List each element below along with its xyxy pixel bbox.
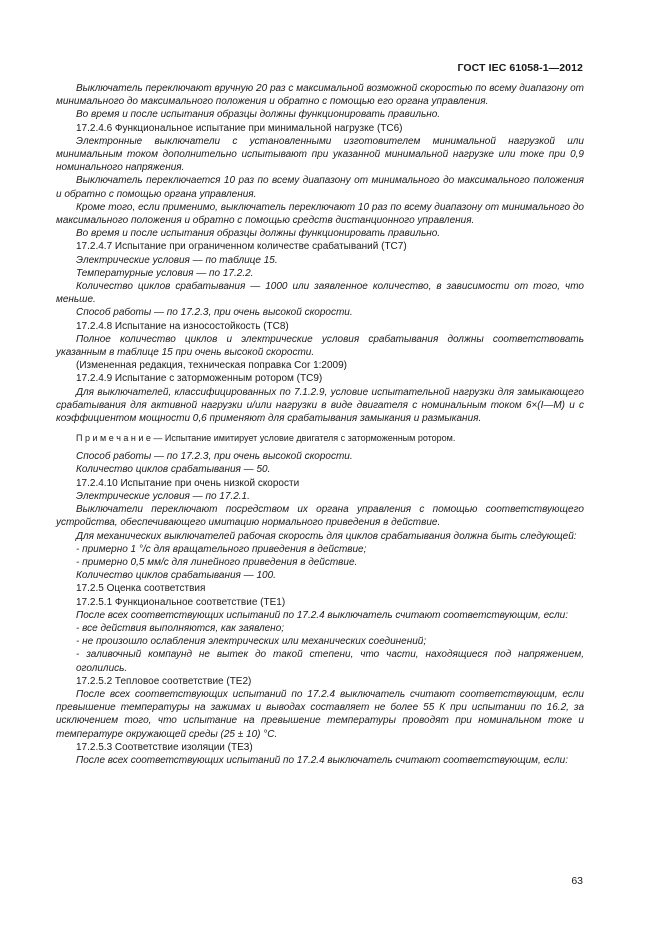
body-paragraph: Количество циклов срабатывания — 100. (76, 570, 276, 582)
list-item: - заливочный компаунд не вытек до такой степени, что части, находящиеся под напряжением, оголились. (76, 649, 584, 674)
body-paragraph: Выключатели переключают посредством их органа управления с помощью соответствующего устройства, обеспечивающего имитацию нормального приведения в действие. (56, 504, 584, 529)
body-paragraph: После всех соответствующих испытаний по 17.2.4 выключатель считают соответствующим, если превышение температуры на зажимах и выводах составляет не более 55 К при испытании по 16.2, за исключением того, что испытание на превышение температуры проводят при номинальном токе и температуре окружающей среды (25 ± 10) °С. (56, 688, 584, 740)
section-heading: 17.2.4.7 Испытание при ограниченном количестве срабатываний (TC7) (76, 241, 407, 253)
section-heading: 17.2.4.6 Функциональное испытание при минимальной нагрузке (TC6) (76, 122, 403, 134)
body-paragraph: Во время и после испытания образцы должны функционировать правильно. (76, 228, 441, 240)
body-paragraph: После всех соответствующих испытаний по 17.2.4 выключатель считают соответствующим, если: (76, 754, 568, 766)
body-paragraph: Во время и после испытания образцы должны функционировать правильно. (76, 109, 441, 121)
body-paragraph: Полное количество циклов и электрические условия срабатывания должны соответствовать указанным в таблице 15 при очень высокой скорости. (56, 333, 584, 359)
section-heading: 17.2.4.9 Испытание с заторможенным ротором (TC9) (76, 373, 323, 385)
body-paragraph: После всех соответствующих испытаний по 17.2.4 выключатель считают соответствующим, если: (76, 609, 568, 621)
section-heading: 17.2.4.10 Испытание при очень низкой скорости (76, 477, 300, 489)
body-paragraph: Электронные выключатели с установленными изготовителем минимальной нагрузкой или минимальным током дополнительно испытывают при указанной минимальной нагрузке или токе при 0,9 номинального напряжения. (56, 135, 584, 174)
list-item: - примерно 0,5 мм/с для линейного приведения в действие. (76, 556, 358, 568)
body-paragraph: Выключатель переключают вручную 20 раз с максимальной возможной скоростью по всему диапазону от минимального до максимального положения и обратно с помощью его органа управления. (56, 83, 584, 108)
note-label: П р и м е ч а н и е (76, 433, 151, 444)
document-body (56, 82, 584, 767)
body-paragraph: Электрические условия — по 17.2.1. (76, 490, 250, 502)
body-paragraph: Температурные условия — по 17.2.2. (76, 267, 254, 279)
body-paragraph: Способ работы — по 17.2.3, при очень высокой скорости. (76, 451, 353, 463)
section-heading: 17.2.5.2 Тепловое соответствие (TE2) (76, 675, 252, 687)
section-heading: 17.2.5 Оценка соответствия (76, 583, 206, 595)
list-item: - не произошло ослабления электрических или механических соединений; (76, 636, 427, 648)
body-paragraph: Способ работы — по 17.2.3, при очень высокой скорости. (76, 307, 353, 319)
section-heading: 17.2.5.1 Функциональное соответствие (TE1) (76, 596, 286, 608)
section-heading: 17.2.5.3 Соответствие изоляции (TE3) (76, 741, 253, 753)
page-number: 63 (571, 875, 583, 887)
note-text: — Испытание имитирует условие двигателя с заторможенным ротором. (150, 433, 456, 444)
body-paragraph: Кроме того, если применимо, выключатель переключают 10 раз по всему диапазону от минимального до максимального положения и обратно с помощью средств дистанционного управления. (56, 201, 584, 227)
note-paragraph (56, 432, 584, 444)
section-heading: 17.2.4.8 Испытание на износостойкость (TC8) (76, 320, 289, 332)
document-standard-header: ГОСТ IEC 61058-1—2012 (457, 62, 583, 74)
list-item: - все действия выполняются, как заявлено; (76, 622, 285, 634)
body-paragraph: Выключатель переключается 10 раз по всему диапазону от минимального до максимального положения и обратно с помощью органа управления. (56, 175, 584, 200)
body-paragraph: Количество циклов срабатывания — 50. (76, 464, 271, 476)
body-paragraph: Для выключателей, классифицированных по 7.1.2.9, условие испытательной нагрузки для замыкающего срабатывания для активной нагрузки и/или нагрузки в виде двигателя с номинальным током 6×(I—M) и с коэффициентом мощности 0,6 применяют для срабатывания замыкания и размыкания. (56, 386, 584, 425)
section-heading: (Измененная редакция, техническая поправка Cor 1:2009) (76, 360, 347, 372)
body-paragraph: Количество циклов срабатывания — 1000 или заявленное количество, в зависимости от того, что меньше. (56, 281, 584, 306)
list-item: - примерно 1 °/с для вращательного приведения в действие; (76, 543, 367, 555)
body-paragraph: Для механических выключателей рабочая скорость для циклов срабатывания должна быть следующей: (76, 530, 577, 542)
body-paragraph: Электрические условия — по таблице 15. (76, 254, 278, 266)
